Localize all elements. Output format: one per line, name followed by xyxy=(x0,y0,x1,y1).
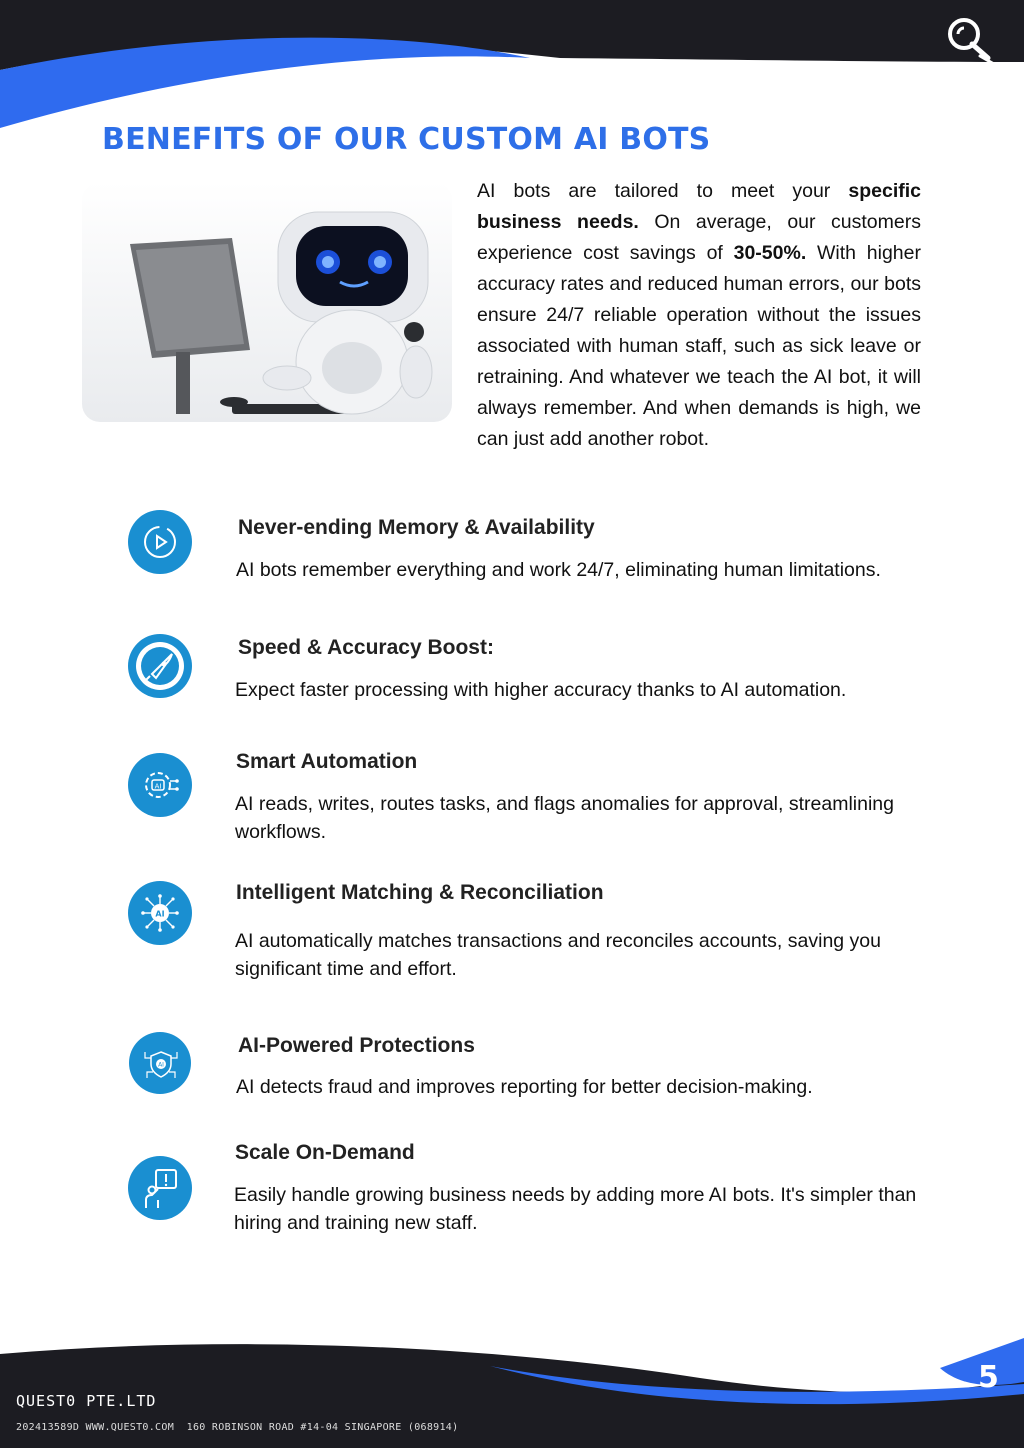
benefit-title: Intelligent Matching & Reconciliation xyxy=(236,881,604,904)
benefit-description: AI automatically matches transactions and reconciles accounts, saving you significant time and effort. xyxy=(235,930,881,980)
ai-gear-icon xyxy=(128,753,192,817)
ai-circuit-icon xyxy=(128,881,192,945)
robot-computer-image xyxy=(82,182,452,422)
benefit-description: AI bots remember everything and work 24/7, eliminating human limitations. xyxy=(236,559,881,581)
presenter-alert-icon xyxy=(128,1156,192,1220)
svg-text:AI: AI xyxy=(158,1061,164,1069)
replay-play-icon xyxy=(128,510,192,574)
benefit-title: Smart Automation xyxy=(236,750,418,773)
benefit-description: Expect faster processing with higher accuracy thanks to AI automation. xyxy=(235,679,847,701)
header-band xyxy=(0,0,1024,140)
benefit-title: Speed & Accuracy Boost: xyxy=(238,636,494,659)
logo xyxy=(936,8,1012,68)
benefit-description: AI reads, writes, routes tasks, and flags anomalies for approval, streamlining workflows. xyxy=(235,793,894,843)
page-number: 5 xyxy=(978,1360,999,1395)
page-title: BENEFITS OF OUR CUSTOM AI BOTS xyxy=(102,122,711,157)
benefit-title: Never-ending Memory & Availability xyxy=(238,516,595,539)
search-magnifier-icon xyxy=(936,8,1012,68)
rocket-icon xyxy=(128,634,192,698)
company-name: QUEST0 PTE.LTD xyxy=(16,1392,157,1410)
ai-shield-icon xyxy=(129,1032,191,1094)
company-address: 202413589D WWW.QUEST0.COM 160 ROBINSON ROAD #14-04 SINGAPORE (068914) xyxy=(16,1422,459,1433)
benefit-description: Easily handle growing business needs by adding more AI bots. It's simpler than hiring and training new staff. xyxy=(234,1184,917,1234)
svg-text:AI: AI xyxy=(154,782,162,791)
benefit-description: AI detects fraud and improves reporting for better decision-making. xyxy=(236,1076,813,1098)
intro-paragraph: AI bots are tailored to meet your specific business needs. On average, our customers experience cost savings of 30-50%. With higher accuracy rates and reduced human errors, our bots ensure 24/7 reliable operation without the issues associated with human staff, such as sick leave or retraining. And whatever we teach the AI bot, it will always remember. And when demands is high, we can just add another robot. xyxy=(477,180,921,450)
benefit-title: AI-Powered Protections xyxy=(238,1034,475,1057)
svg-text:AI: AI xyxy=(155,909,165,919)
benefit-title: Scale On-Demand xyxy=(235,1141,415,1164)
